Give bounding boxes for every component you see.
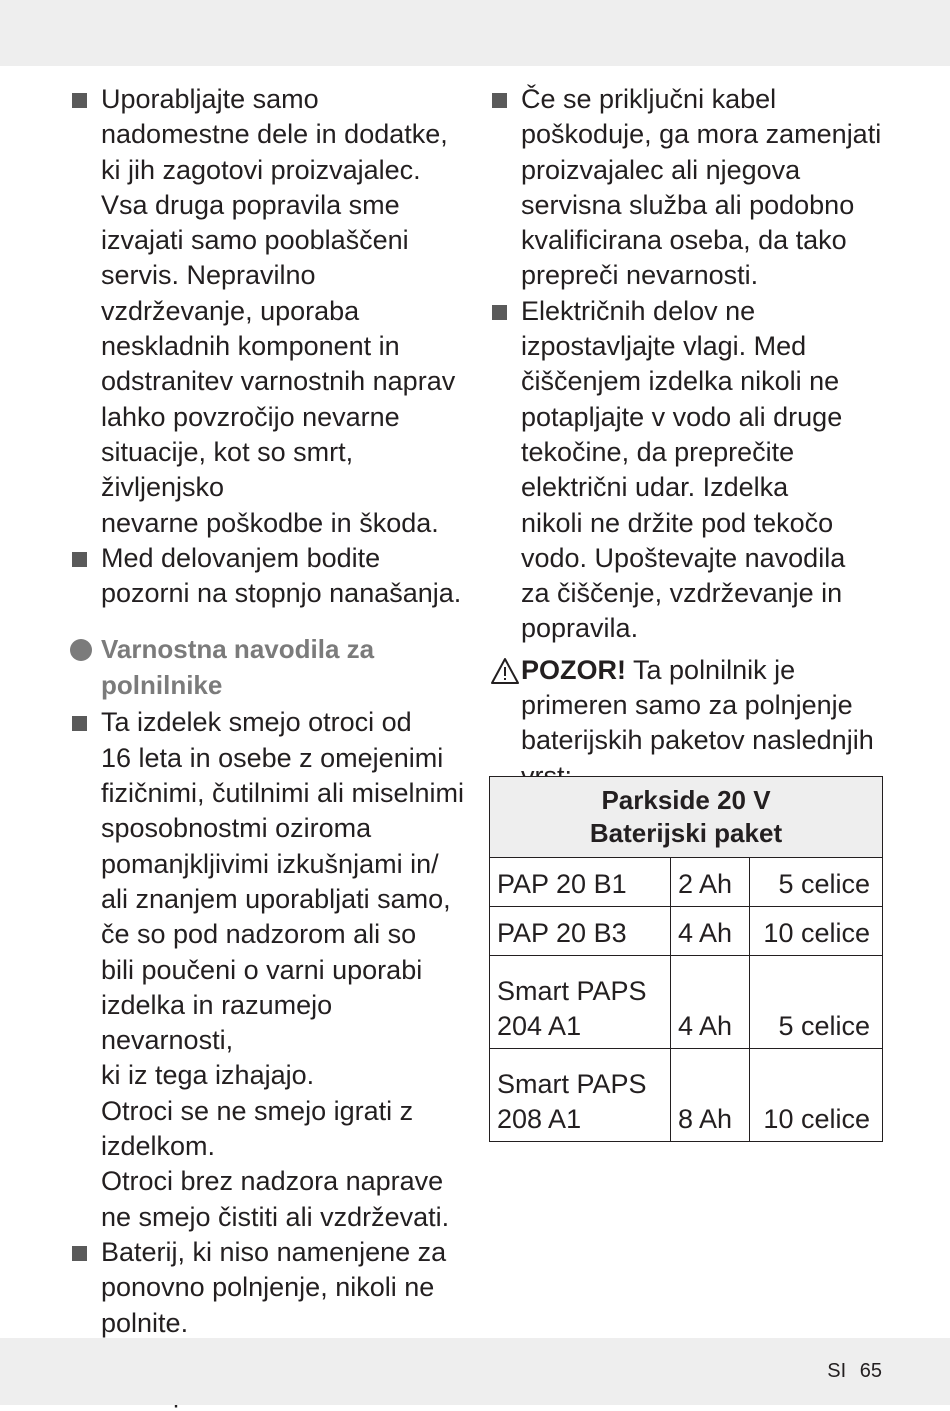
warning-notice	[490, 653, 890, 794]
list-item	[70, 705, 470, 1234]
list-item	[70, 541, 470, 612]
square-bullet-icon	[72, 552, 87, 567]
table-row	[490, 1049, 883, 1142]
text-line: nikoli ne držite pod tekočo	[521, 507, 834, 538]
warning-label: POZOR!	[521, 654, 626, 685]
page-footer	[819, 1360, 882, 1383]
text-line: situacije, kot so smrt, življenjsko	[101, 436, 354, 503]
model-cell	[490, 907, 671, 956]
cells-cell: 10 celice	[750, 1049, 883, 1142]
capacity-cell: 4 Ah	[671, 956, 750, 1049]
footer-band	[0, 1338, 950, 1405]
capacity-cell: 2 Ah	[671, 858, 750, 907]
square-bullet-icon	[72, 93, 87, 108]
section-heading-line: polnilnike	[101, 670, 223, 701]
model-cell	[490, 956, 671, 1049]
capacity-cell: 4 Ah	[671, 907, 750, 956]
text-line: poškoduje, ga mora zamenjati	[521, 119, 882, 150]
model-cell	[490, 1049, 671, 1142]
text-line: servisna služba ali podobno	[521, 189, 855, 220]
model-line: Smart PAPS	[497, 1069, 647, 1099]
list-item	[70, 82, 470, 541]
right-column	[490, 82, 890, 794]
text-line: vodo. Upoštevajte navodila	[521, 542, 846, 573]
text-line: proizvajalec ali njegova	[521, 154, 801, 185]
table-header	[490, 777, 883, 858]
square-bullet-icon	[72, 716, 87, 731]
text-line: sposobnostmi oziroma	[101, 813, 372, 844]
header-band	[0, 0, 950, 66]
model-line: PAP 20 B1	[497, 869, 627, 899]
text-line: ponovno polnjenje, nikoli ne	[101, 1272, 435, 1303]
text-line: nadomestne dele in dodatke,	[101, 119, 448, 150]
text-line: če so pod nadzorom ali so	[101, 919, 417, 950]
text-line: izvajati samo pooblaščeni	[101, 225, 409, 256]
warning-triangle-icon	[490, 657, 520, 685]
language-code: SI	[827, 1360, 847, 1382]
text-line: pozorni na stopnjo nanašanja.	[101, 578, 462, 609]
cells-cell: 10 celice	[750, 907, 883, 956]
text-line: bili poučeni o varni uporabi	[101, 954, 423, 985]
model-line: Smart PAPS	[497, 976, 647, 1006]
section-heading-line: Varnostna navodila za	[101, 634, 375, 665]
text-line: nevarne poškodbe in škoda.	[101, 507, 439, 538]
text-line: vzdrževanje, uporaba	[101, 295, 360, 326]
text-line: izdelkom.	[101, 1131, 216, 1162]
text-line: Če se priključni kabel	[521, 84, 777, 114]
text-line: ali znanjem uporabljati samo,	[101, 883, 451, 914]
text-line: polnite.	[101, 1307, 189, 1338]
text-line: Vsa druga popravila sme	[101, 189, 400, 220]
text-line: prepreči nevarnosti.	[521, 260, 759, 291]
text-line: izpostavljajte vlagi. Med	[521, 331, 807, 362]
circle-bullet-icon	[70, 639, 92, 661]
table-header-line: Parkside 20 V	[601, 785, 771, 815]
warning-text: Ta polnilnik je	[626, 654, 796, 685]
cells-cell: 5 celice	[750, 858, 883, 907]
text-line: tekočine, da preprečite	[521, 436, 795, 467]
text-line: izdelka in razumejo nevarnosti,	[101, 989, 333, 1056]
model-line: PAP 20 B3	[497, 918, 627, 948]
text-line: fizičnimi, čutilnimi ali miselnimi	[101, 778, 465, 809]
square-bullet-icon	[492, 93, 507, 108]
section-heading	[70, 631, 470, 703]
text-line: Uporabljajte samo	[101, 84, 319, 114]
model-cell	[490, 858, 671, 907]
text-line: odstranitev varnostnih naprav	[101, 366, 456, 397]
capacity-cell: 8 Ah	[671, 1049, 750, 1142]
text-line: popravila.	[521, 613, 639, 644]
cells-cell: 5 celice	[750, 956, 883, 1049]
text-line: ne smejo čistiti ali vzdrževati.	[101, 1201, 450, 1232]
text-line: primeren samo za polnjenje	[521, 690, 853, 721]
text-line: za čiščenje, vzdrževanje in	[521, 578, 843, 609]
text-line: kvalificirana oseba, da tako	[521, 225, 847, 256]
text-line: Električnih delov ne	[521, 295, 756, 326]
text-line: servis. Nepravilno	[101, 260, 316, 291]
text-line: 16 leta in osebe z omejenimi	[101, 742, 444, 773]
text-line: neskladnih komponent in	[101, 331, 400, 362]
text-line: Otroci brez nadzora naprave	[101, 1166, 444, 1197]
table-row	[490, 956, 883, 1049]
table-row	[490, 858, 883, 907]
list-item	[490, 294, 890, 647]
table-header-line: Baterijski paket	[589, 818, 783, 848]
page-number: 65	[859, 1360, 882, 1382]
text-line: Otroci se ne smejo igrati z	[101, 1095, 414, 1126]
square-bullet-icon	[72, 1246, 87, 1261]
square-bullet-icon	[492, 305, 507, 320]
model-line: 208 A1	[497, 1104, 582, 1134]
text-line: Med delovanjem bodite	[101, 542, 381, 573]
model-line: 204 A1	[497, 1011, 582, 1041]
text-line: ki jih zagotovi proizvajalec.	[101, 154, 421, 185]
text-line: potapljajte v vodo ali druge	[521, 401, 843, 432]
table-row	[490, 907, 883, 956]
list-item	[490, 82, 890, 294]
text-line: pomanjkljivimi izkušnjami in/	[101, 848, 439, 879]
text-line: Baterij, ki niso namenjene za	[101, 1236, 447, 1267]
text-line: baterijskih paketov naslednjih	[521, 725, 874, 756]
text-line: ki iz tega izhajajo.	[101, 1060, 315, 1091]
text-line: električni udar. Izdelka	[521, 472, 789, 503]
text-line: lahko povzročijo nevarne	[101, 401, 400, 432]
text-line: Ta izdelek smejo otroci od	[101, 707, 412, 738]
text-line: čiščenjem izdelka nikoli ne	[521, 366, 840, 397]
battery-table	[489, 776, 883, 1142]
left-column	[70, 82, 470, 1411]
